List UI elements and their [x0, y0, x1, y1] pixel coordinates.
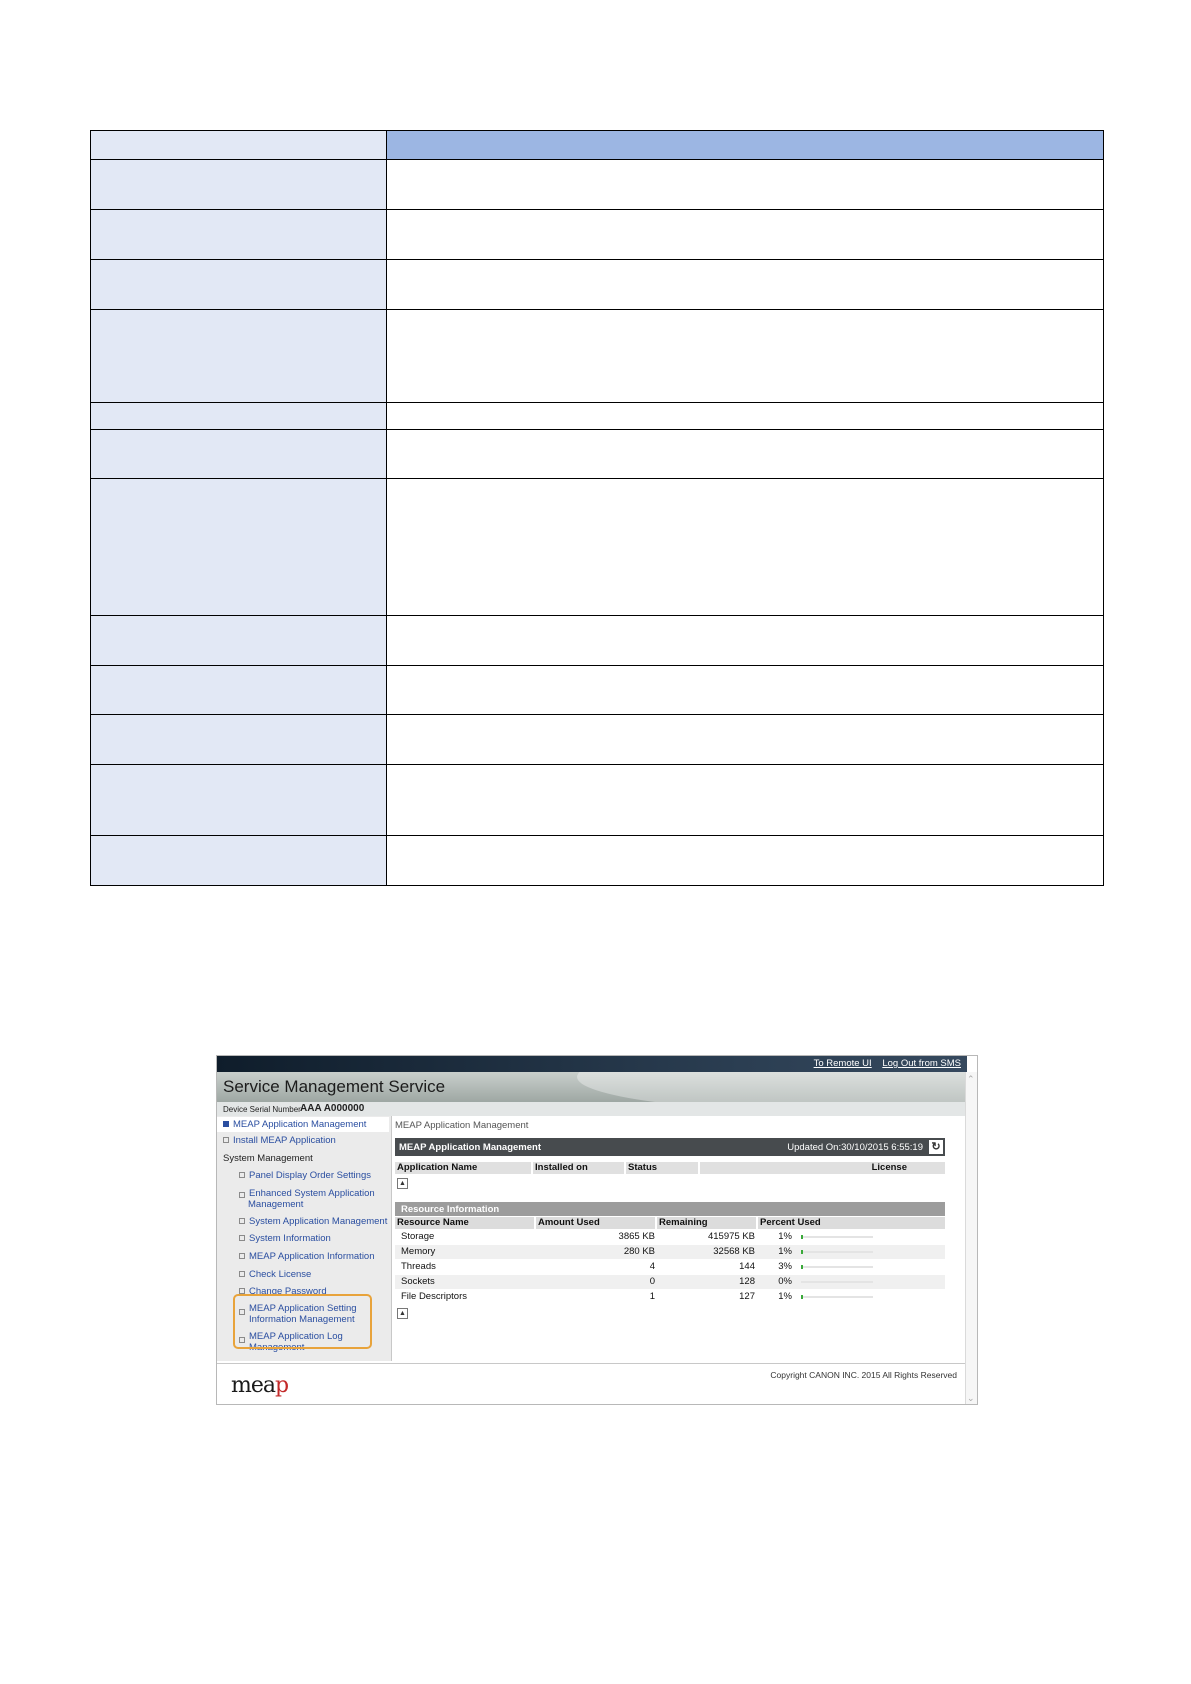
table-cell [387, 260, 1104, 310]
table-cell [387, 210, 1104, 260]
resource-name: Memory [401, 1246, 436, 1257]
sidebar-item-label: Install MEAP Application [233, 1135, 336, 1146]
serial-value: AAA A000000 [300, 1103, 365, 1114]
sidebar-item-label: System Information [249, 1233, 331, 1244]
bullet-icon [239, 1253, 245, 1259]
col-percent-used[interactable]: Percent Used [758, 1217, 945, 1229]
table-cell [387, 765, 1104, 836]
table-cell [387, 666, 1104, 715]
col-installed-on[interactable]: Installed on [533, 1162, 624, 1174]
copyright: Copyright CANON INC. 2015 All Rights Reserved [770, 1370, 957, 1380]
table-row [91, 160, 1104, 210]
table-cell [91, 160, 387, 210]
meap-logo: meap [231, 1373, 289, 1398]
main-content [395, 1116, 967, 1361]
section-system-management: System Management [223, 1153, 313, 1164]
sidebar-item-label: MEAP Application Log Management [249, 1331, 343, 1353]
sidebar-item-check-license[interactable] [239, 1269, 311, 1280]
table-cell [91, 666, 387, 715]
percent-used: 1% [778, 1246, 792, 1257]
back-to-top-icon[interactable]: ▲ [397, 1178, 408, 1189]
sidebar-item-panel-display-order[interactable] [239, 1170, 379, 1181]
table-header-cell [387, 131, 1104, 160]
resource-table-header [395, 1217, 945, 1229]
table-row [91, 666, 1104, 715]
table-row [91, 403, 1104, 430]
table-row [395, 1260, 945, 1274]
sidebar-item-label: MEAP Application Information [249, 1251, 375, 1262]
table-cell [91, 836, 387, 886]
sidebar-item-label: MEAP Application Management [233, 1119, 367, 1130]
highlight-box [233, 1294, 372, 1349]
sidebar-item-label: Change Password [249, 1286, 327, 1297]
panel-title-bar [395, 1138, 945, 1156]
chevron-up-icon[interactable]: ⌃ [967, 1074, 975, 1084]
serial-label: Device Serial Number [223, 1105, 301, 1114]
table-row [395, 1230, 945, 1244]
table-cell [91, 479, 387, 616]
col-status[interactable]: Status [626, 1162, 698, 1174]
sidebar-item-label: System Application Management [249, 1216, 388, 1227]
resource-name: File Descriptors [401, 1291, 467, 1302]
updated-timestamp: Updated On:30/10/2015 6:55:19 [787, 1142, 923, 1153]
resource-name: Storage [401, 1231, 435, 1242]
usage-bar-fill [801, 1295, 803, 1299]
amount-used: 280 KB [623, 1246, 655, 1257]
col-license[interactable]: License [700, 1162, 945, 1174]
remaining: 32568 KB [713, 1246, 755, 1257]
resource-name: Sockets [401, 1276, 435, 1287]
amount-used: 3865 KB [618, 1231, 655, 1242]
usage-bar [801, 1251, 873, 1253]
amount-used: 0 [649, 1276, 655, 1287]
percent-used: 1% [778, 1291, 792, 1302]
bullet-icon [239, 1235, 245, 1241]
usage-bar-fill [801, 1250, 803, 1254]
table-header-cell [91, 131, 387, 160]
table-cell [91, 616, 387, 666]
usage-bar-fill [801, 1235, 803, 1239]
footer [217, 1363, 967, 1405]
back-to-top-icon[interactable]: ▲ [397, 1308, 408, 1319]
panel-title: MEAP Application Management [399, 1142, 541, 1153]
table-header-row [91, 131, 1104, 160]
table-cell [387, 479, 1104, 616]
sidebar-item-install-meap[interactable] [223, 1135, 336, 1146]
table-cell [387, 430, 1104, 479]
remaining: 415975 KB [707, 1231, 755, 1242]
remaining: 144 [739, 1261, 755, 1272]
log-out-link[interactable]: Log Out from SMS [882, 1058, 961, 1069]
table-cell [387, 403, 1104, 430]
to-remote-ui-link[interactable]: To Remote UI [813, 1058, 872, 1069]
bullet-icon [239, 1172, 245, 1178]
table-cell [387, 310, 1104, 403]
col-application-name[interactable]: Application Name [395, 1162, 531, 1174]
sms-screenshot [216, 1055, 978, 1405]
percent-used: 1% [778, 1231, 792, 1242]
app-title: Service Management Service [223, 1077, 446, 1096]
col-remaining[interactable]: Remaining [657, 1217, 756, 1229]
sidebar-item-meap-app-management[interactable] [217, 1117, 389, 1132]
serial-bar [217, 1102, 967, 1116]
table-row [395, 1290, 945, 1304]
usage-bar [801, 1236, 873, 1238]
sidebar-item-label: Panel Display Order Settings [249, 1170, 371, 1181]
table-cell [91, 210, 387, 260]
amount-used: 4 [649, 1261, 655, 1272]
resource-name: Threads [401, 1261, 436, 1272]
table-row [91, 430, 1104, 479]
table-cell [387, 616, 1104, 666]
table-cell [91, 260, 387, 310]
bullet-icon [223, 1121, 229, 1127]
top-bar [217, 1056, 967, 1072]
usage-bar [801, 1281, 873, 1283]
sidebar-item-label: Enhanced System Application Management [248, 1188, 375, 1210]
percent-used: 3% [778, 1261, 792, 1272]
bullet-icon [239, 1271, 245, 1277]
usage-bar [801, 1296, 873, 1298]
sidebar-item-system-information[interactable] [239, 1233, 331, 1244]
col-resource-name[interactable]: Resource Name [395, 1217, 534, 1229]
table-row [91, 836, 1104, 886]
amount-used: 1 [649, 1291, 655, 1302]
col-amount-used[interactable]: Amount Used [536, 1217, 655, 1229]
table-cell [91, 310, 387, 403]
title-swoosh [577, 1072, 967, 1102]
table-cell [387, 836, 1104, 886]
table-row [395, 1245, 945, 1259]
sidebar-item-system-app-management[interactable] [239, 1216, 389, 1227]
usage-bar [801, 1266, 873, 1268]
table-cell [387, 160, 1104, 210]
resource-title: Resource Information [401, 1204, 500, 1215]
title-bar [217, 1072, 967, 1102]
table-row [91, 310, 1104, 403]
remaining: 128 [739, 1276, 755, 1287]
table-row [91, 616, 1104, 666]
resource-title-bar [395, 1202, 945, 1216]
refresh-icon[interactable]: ↻ [929, 1140, 943, 1154]
bullet-icon [239, 1192, 245, 1198]
table-cell [91, 403, 387, 430]
percent-used: 0% [778, 1276, 792, 1287]
table-row [91, 479, 1104, 616]
table-cell [387, 715, 1104, 765]
table-row [91, 715, 1104, 765]
breadcrumb: MEAP Application Management [395, 1120, 529, 1131]
table-cell [91, 430, 387, 479]
table-cell [91, 715, 387, 765]
bullet-icon [223, 1137, 229, 1143]
table-row [91, 260, 1104, 310]
top-links [806, 1058, 961, 1069]
sidebar-item-meap-app-information[interactable] [239, 1251, 375, 1262]
remaining: 127 [739, 1291, 755, 1302]
table-row [91, 210, 1104, 260]
table-row [91, 765, 1104, 836]
sidebar-item-label: Check License [249, 1269, 312, 1280]
scrollbar[interactable] [965, 1072, 977, 1405]
sidebar-item-enhanced-system-app[interactable] [239, 1188, 384, 1210]
bullet-icon [239, 1218, 245, 1224]
app-table-header [395, 1162, 945, 1174]
table-cell [91, 765, 387, 836]
sidebar-item-label: MEAP Application Setting Information Management [249, 1303, 357, 1325]
document-table [90, 130, 1104, 886]
chevron-down-icon[interactable]: ⌄ [967, 1393, 975, 1403]
usage-bar-fill [801, 1265, 803, 1269]
table-row [395, 1275, 945, 1289]
